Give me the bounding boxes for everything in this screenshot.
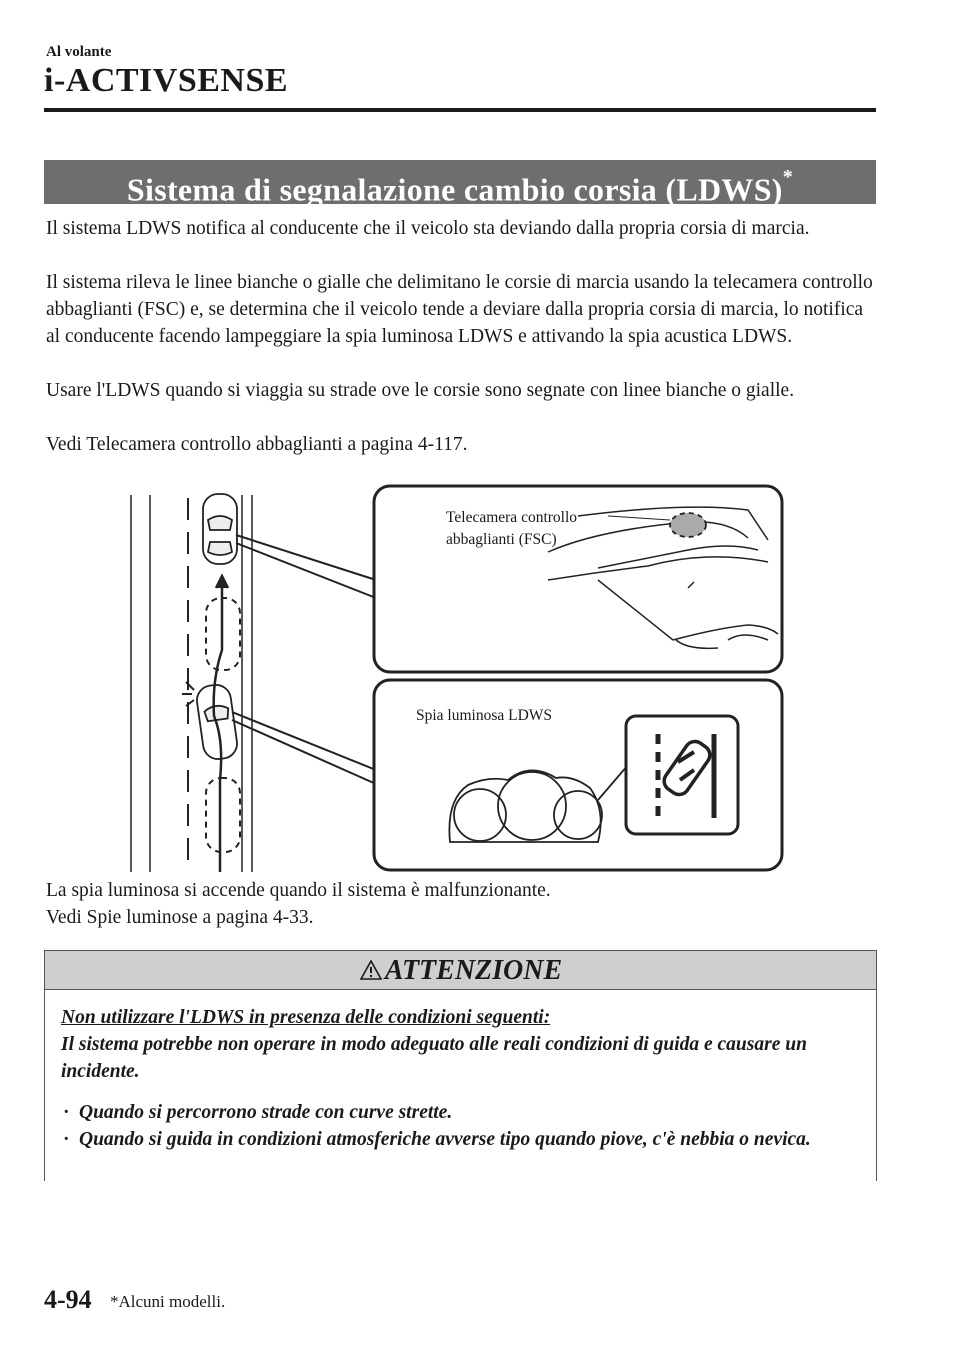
camera-reference: Vedi Telecamera controllo abbaglianti a pagina 4-117. bbox=[46, 434, 468, 455]
section-label: Al volante bbox=[46, 44, 112, 60]
list-item: · Quando si percorrono strade con curve strette. bbox=[63, 1102, 453, 1123]
car-top bbox=[203, 494, 237, 564]
intro-paragraph: Il sistema LDWS notifica al conducente che il veicolo sta deviando dalla propria corsia di marcia. bbox=[46, 218, 810, 239]
page-number: 4-94 bbox=[44, 1285, 92, 1314]
warning-body bbox=[45, 990, 876, 1153]
list-item-text: Quando si percorrono strade con curve strette. bbox=[79, 1102, 453, 1123]
warning-light-label: Spia luminosa LDWS bbox=[416, 707, 553, 724]
warning-intro-rest: Il sistema potrebbe non operare in modo adeguato alle reali condizioni di guida e causare un incidente. bbox=[61, 1034, 807, 1082]
ldws-illustration bbox=[128, 480, 788, 875]
car-ghost-2 bbox=[206, 778, 240, 852]
warning-triangle-icon bbox=[359, 959, 383, 981]
warning-lights-reference: Vedi Spie luminose a pagina 4-33. bbox=[46, 907, 314, 928]
warning-box bbox=[44, 950, 877, 1181]
warning-header bbox=[45, 951, 876, 990]
malfunction-note: La spia luminosa si accende quando il sistema è malfunzionante. bbox=[46, 880, 551, 901]
camera-label-line2: abbaglianti (FSC) bbox=[446, 531, 557, 548]
camera-panel bbox=[374, 486, 782, 672]
ldws-indicator-icon bbox=[626, 716, 738, 834]
chapter-title: i-ACTIVSENSE bbox=[44, 62, 289, 99]
detection-paragraph: Il sistema rileva le linee bianche o gialle che delimitano le corsie di marcia usando la telecamera controllo abbaglianti (FSC) e, se determina che il veicolo tende a deviare dalla propria corsia di marcia, lo notifica al conducente facendo lampeggiare la spia luminosa LDWS e attivando la spia acustica LDWS. bbox=[46, 272, 873, 347]
usage-paragraph: Usare l'LDWS quando si viaggia su strade ove le corsie sono segnate con linee bianche o gialle. bbox=[46, 380, 795, 401]
header-divider bbox=[44, 108, 876, 112]
footnote: *Alcuni modelli. bbox=[110, 1292, 226, 1311]
title-asterisk: * bbox=[782, 166, 794, 188]
list-item-text: Quando si guida in condizioni atmosferiche avverse tipo quando piove, c'è nebbia o nevica. bbox=[79, 1129, 811, 1150]
warning-heading: ATTENZIONE bbox=[384, 955, 563, 986]
camera-indicator-icon bbox=[670, 513, 706, 537]
page-title-text: Sistema di segnalazione cambio corsia (LDWS) bbox=[126, 171, 783, 208]
warning-intro-underlined: Non utilizzare l'LDWS in presenza delle condizioni seguenti: bbox=[61, 1007, 551, 1028]
warning-light-panel bbox=[374, 680, 782, 870]
page-title bbox=[44, 160, 876, 208]
callout-lines bbox=[232, 535, 376, 784]
warning-list bbox=[61, 1099, 860, 1153]
list-item: · Quando si guida in condizioni atmosferiche avverse tipo quando piove, c'è nebbia o nevica. bbox=[63, 1129, 811, 1150]
camera-label-line1: Telecamera controllo bbox=[446, 509, 578, 526]
